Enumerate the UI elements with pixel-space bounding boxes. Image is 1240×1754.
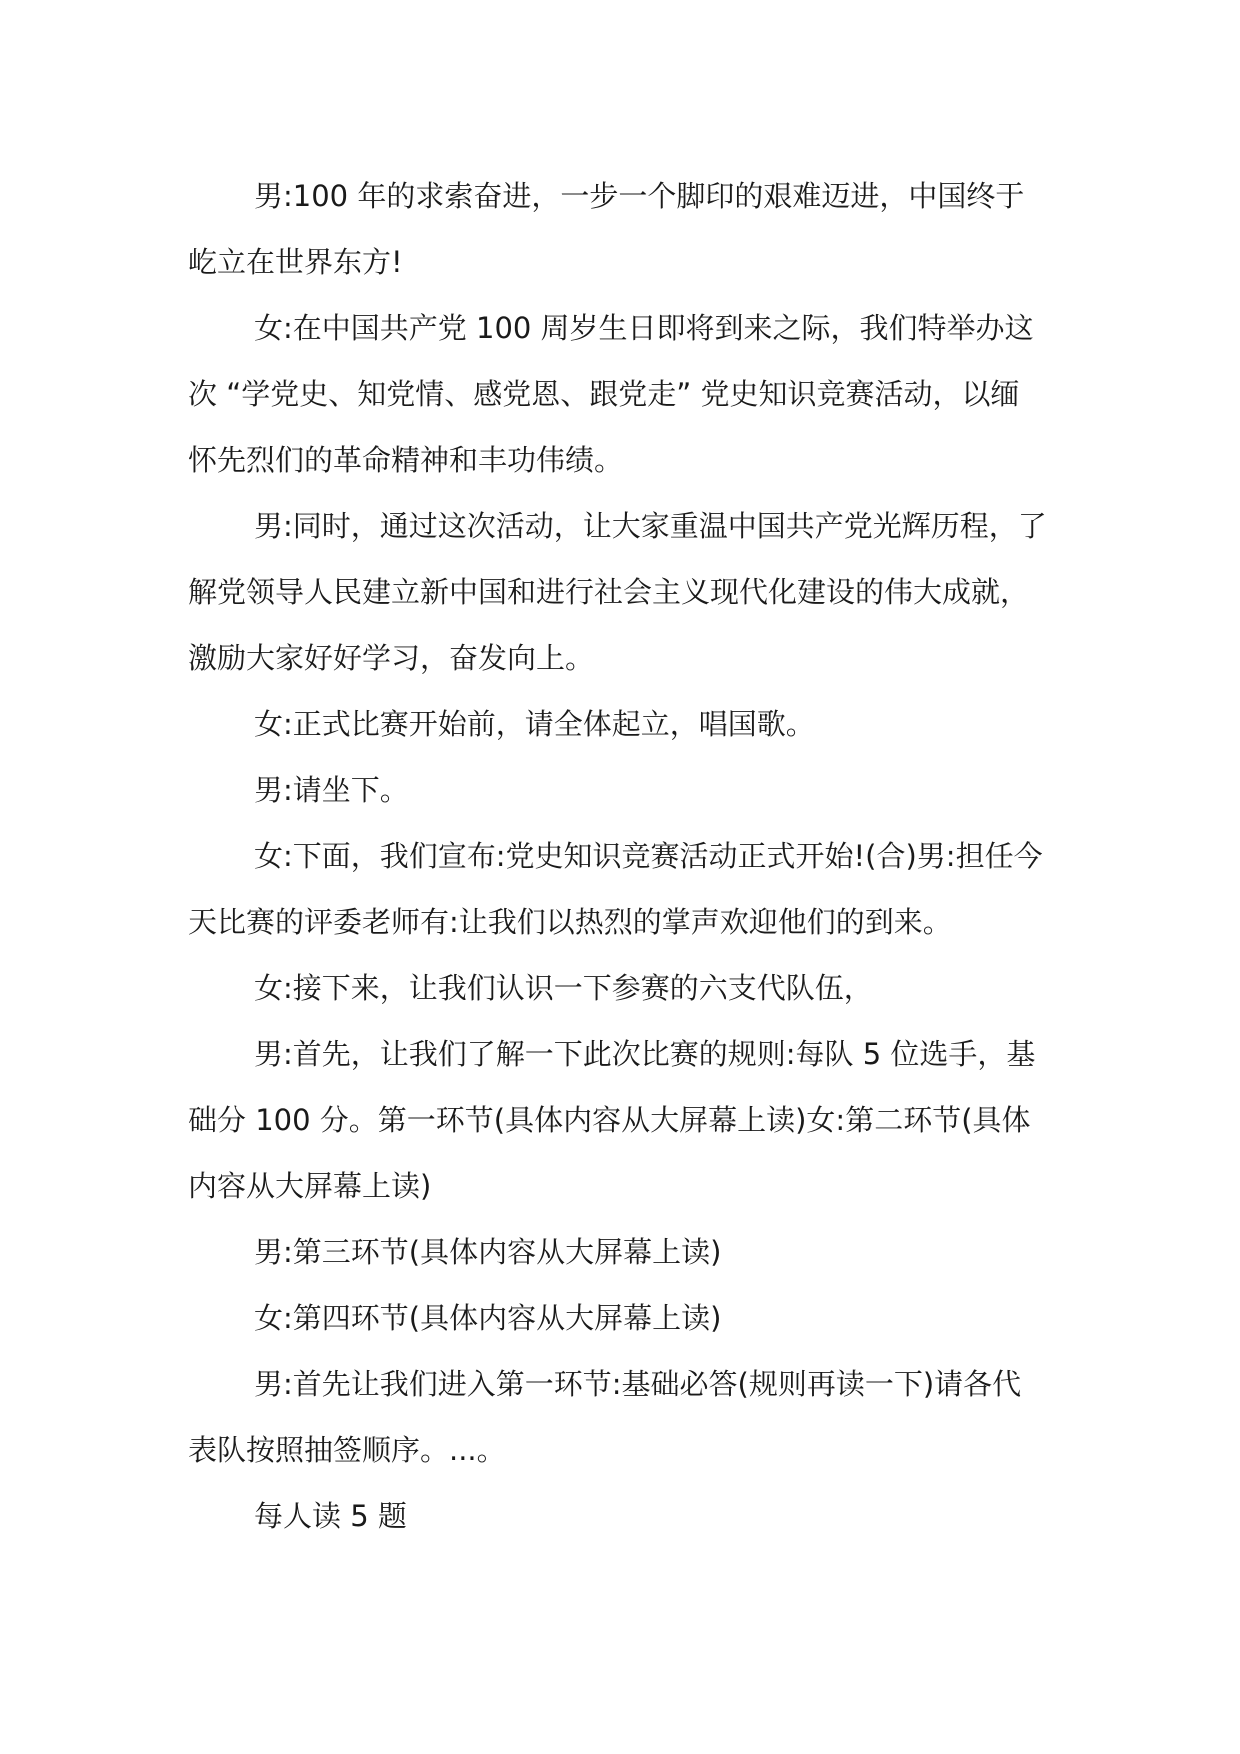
text-line: 男:100 年的求索奋进，一步一个脚印的艰难迈进，中国终于 [254, 179, 1025, 213]
paragraph [188, 295, 1058, 493]
text-line: 女:在中国共产党 100 周岁生日即将到来之际，我们特举办这 [254, 311, 1034, 345]
paragraph [188, 1285, 1058, 1351]
text-line: 男:首先，让我们了解一下此次比赛的规则:每队 5 位选手，基 [254, 1037, 1036, 1071]
text-line: 男:第三环节(具体内容从大屏幕上读) [254, 1235, 722, 1269]
paragraph [188, 1021, 1058, 1219]
text-line: 屹立在世界东方! [188, 245, 403, 279]
text-line: 础分 100 分。第一环节(具体内容从大屏幕上读)女:第二环节(具体 [188, 1103, 1031, 1137]
paragraph [188, 691, 1058, 757]
text-line: 女:下面，我们宣布:党史知识竞赛活动正式开始!(合)男:担任今 [254, 839, 1043, 873]
paragraph [188, 955, 1058, 1021]
text-line: 内容从大屏幕上读) [188, 1169, 432, 1203]
text-line: 激励大家好好学习，奋发向上。 [188, 641, 595, 675]
paragraph [188, 823, 1058, 955]
document-body [188, 163, 1058, 1549]
text-line: 女:正式比赛开始前，请全体起立，唱国歌。 [254, 707, 815, 741]
text-line: 女:接下来，让我们认识一下参赛的六支代队伍， [254, 971, 873, 1005]
text-line: 男:首先让我们进入第一环节:基础必答(规则再读一下)请各代 [254, 1367, 1022, 1401]
text-line: 解党领导人民建立新中国和进行社会主义现代化建设的伟大成就， [188, 575, 1030, 609]
text-line: 表队按照抽签顺序。...。 [188, 1433, 506, 1467]
paragraph [188, 163, 1058, 295]
text-line: 女:第四环节(具体内容从大屏幕上读) [254, 1301, 722, 1335]
text-line: 男:同时，通过这次活动，让大家重温中国共产党光辉历程，了 [254, 509, 1047, 543]
text-line: 天比赛的评委老师有:让我们以热烈的掌声欢迎他们的到来。 [188, 905, 952, 939]
paragraph [188, 1483, 1058, 1549]
paragraph [188, 757, 1058, 823]
text-line: 每人读 5 题 [254, 1499, 407, 1533]
paragraph [188, 1219, 1058, 1285]
text-line: 怀先烈们的革命精神和丰功伟绩。 [188, 443, 624, 477]
paragraph [188, 1351, 1058, 1483]
text-line: 次 “学党史、知党情、感党恩、跟党走” 党史知识竞赛活动，以缅 [188, 377, 1020, 411]
paragraph [188, 493, 1058, 691]
text-line: 男:请坐下。 [254, 773, 409, 807]
